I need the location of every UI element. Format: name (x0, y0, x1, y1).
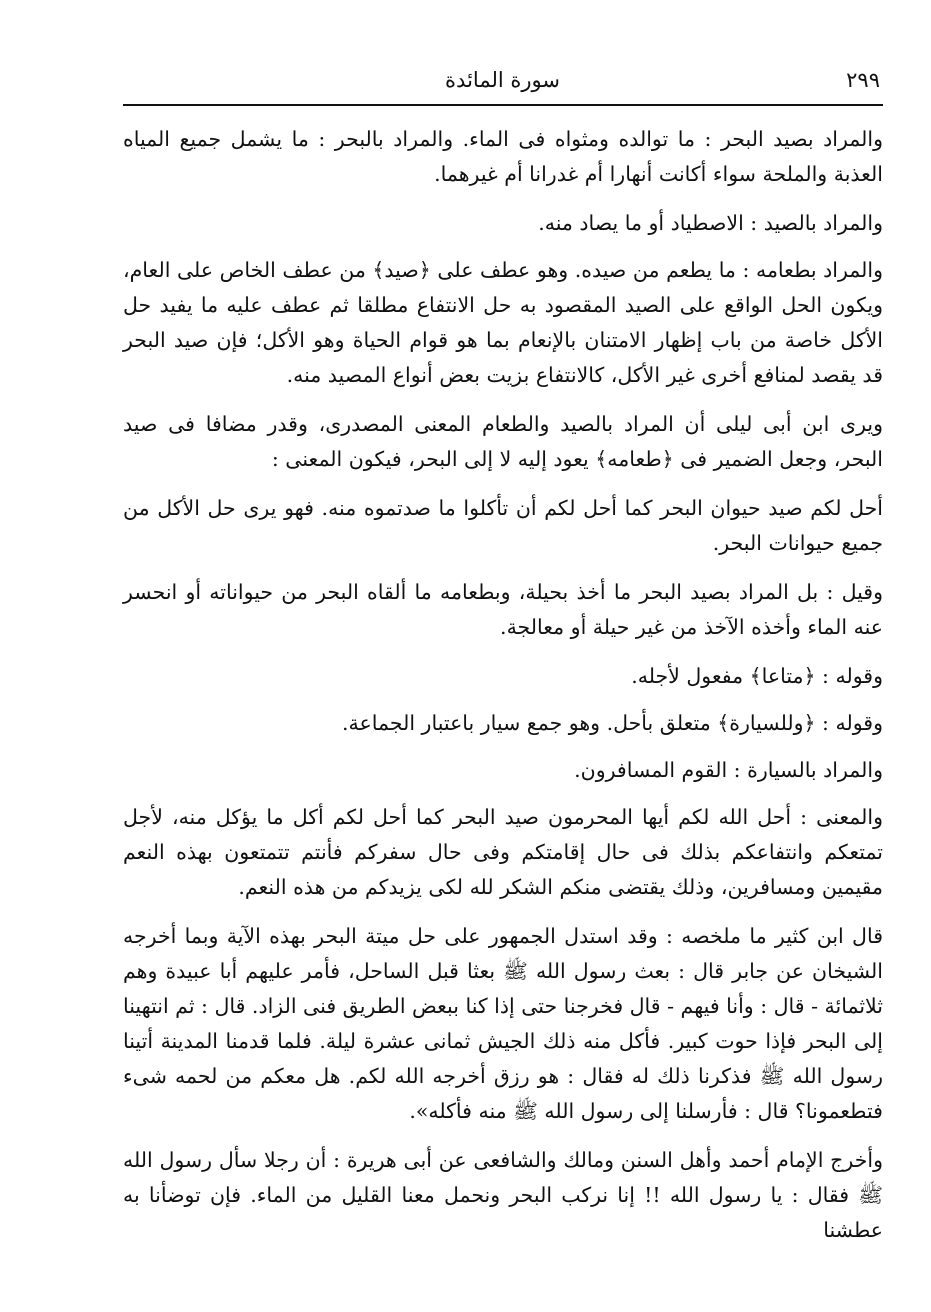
body-text (123, 122, 883, 1262)
paragraph-ibn-kathir: قال ابن كثير ما ملخصه : وقد استدل الجمهور على حل ميتة البحر بهذه الآية وبما أخرجه الشيخان عن جابر قال : بعث رسول الله ﷺ بعثا قبل الساحل، فأمر عليهم أبا عبيدة وهم ثلاثمائة - قال : وأنا فيهم - قال فخرجنا حتى إذا كنا ببعض الطريق فنى الزاد. قال : ثم انتهينا إلى البحر فإذا حوت كبير. فأكل منه ذلك الجيش ثمانى عشرة ليلة. فلما قدمنا المدينة أتينا رسول الله ﷺ فذكرنا ذلك له فقال : هو رزق أخرجه الله لكم. هل معكم من لحمه شىء فتطعمونا؟ قال : فأرسلنا إلى رسول الله ﷺ منه فأكله». (123, 924, 883, 1123)
page-header (125, 62, 880, 102)
paragraph-food-definition: والمراد بطعامه : ما يطعم من صيده. وهو عطف على ﴿صيد﴾ من عطف الخاص على العام، ويكون الحل الواقع على الصيد المقصود به حل الانتفاع مطلقا ثم عطف عليه ما يفيد حل الأكل خاصة من باب إظهار الامتنان بالإنعام بما هو قوام الحياة وهو الأكل؛ فإن صيد البحر قد يقصد لمنافع أخرى غير الأكل، كالانتفاع بزيت بعض أنواع المصيد منه. (123, 258, 883, 387)
paragraph-meaning: أحل لكم صيد حيوان البحر كما أحل لكم أن تأكلوا ما صدتموه منه. فهو يرى حل الأكل من جميع حيوانات البحر. (123, 496, 883, 555)
paragraph-mataan: وقوله : ﴿متاعا﴾ مفعول لأجله. (631, 664, 883, 688)
paragraph-sea-game-definition: والمراد بصيد البحر : ما توالده ومثواه فى الماء. والمراد بالبحر : ما يشمل جميع المياه العذبة والملحة سواء أكانت أنهارا أم غدرانا أم غيرهما. (123, 127, 883, 186)
paragraph-abu-hurayra: وأخرج الإمام أحمد وأهل السنن ومالك والشافعى عن أبى هريرة : أن رجلا سأل رسول الله ﷺ فقال : يا رسول الله !! إنا نركب البحر ونحمل معنا القليل من الماء. فإن توضأنا به عطشنا (123, 1148, 883, 1242)
page-number: ٢٩٩ (846, 68, 880, 92)
running-title: سورة المائدة (445, 68, 560, 92)
paragraph-overall-meaning: والمعنى : أحل الله لكم أيها المحرمون صيد البحر كما أحل لكم أكل ما يؤكل منه، لأجل تمتعكم وانتفاعكم بذلك فى حال إقامتكم وفى حال سفركم فأنتم تتمتعون بهذه النعم مقيمين ومسافرين، وذلك يقتضى منكم الشكر لله لكى يزيدكم من هذه النعم. (123, 805, 883, 899)
paragraph-alternative-view: وقيل : بل المراد بصيد البحر ما أخذ بحيلة، وبطعامه ما ألقاه البحر من حيواناته أو انحسر عنه الماء وأخذه الآخذ من غير حيلة أو معالجة. (123, 580, 883, 639)
paragraph-travelers: والمراد بالسيارة : القوم المسافرون. (574, 758, 883, 782)
paragraph-hunting-definition: والمراد بالصيد : الاصطياد أو ما يصاد منه. (538, 211, 883, 235)
paragraph-ibn-abi-layla: ويرى ابن أبى ليلى أن المراد بالصيد والطعام المعنى المصدرى، وقدر مضافا فى صيد البحر، وجعل الضمير فى ﴿طعامه﴾ يعود إليه لا إلى البحر، فيكون المعنى : (123, 412, 883, 471)
paragraph-sayyara: وقوله : ﴿وللسيارة﴾ متعلق بأحل. وهو جمع سيار باعتبار الجماعة. (342, 711, 883, 735)
header-rule (123, 104, 883, 106)
